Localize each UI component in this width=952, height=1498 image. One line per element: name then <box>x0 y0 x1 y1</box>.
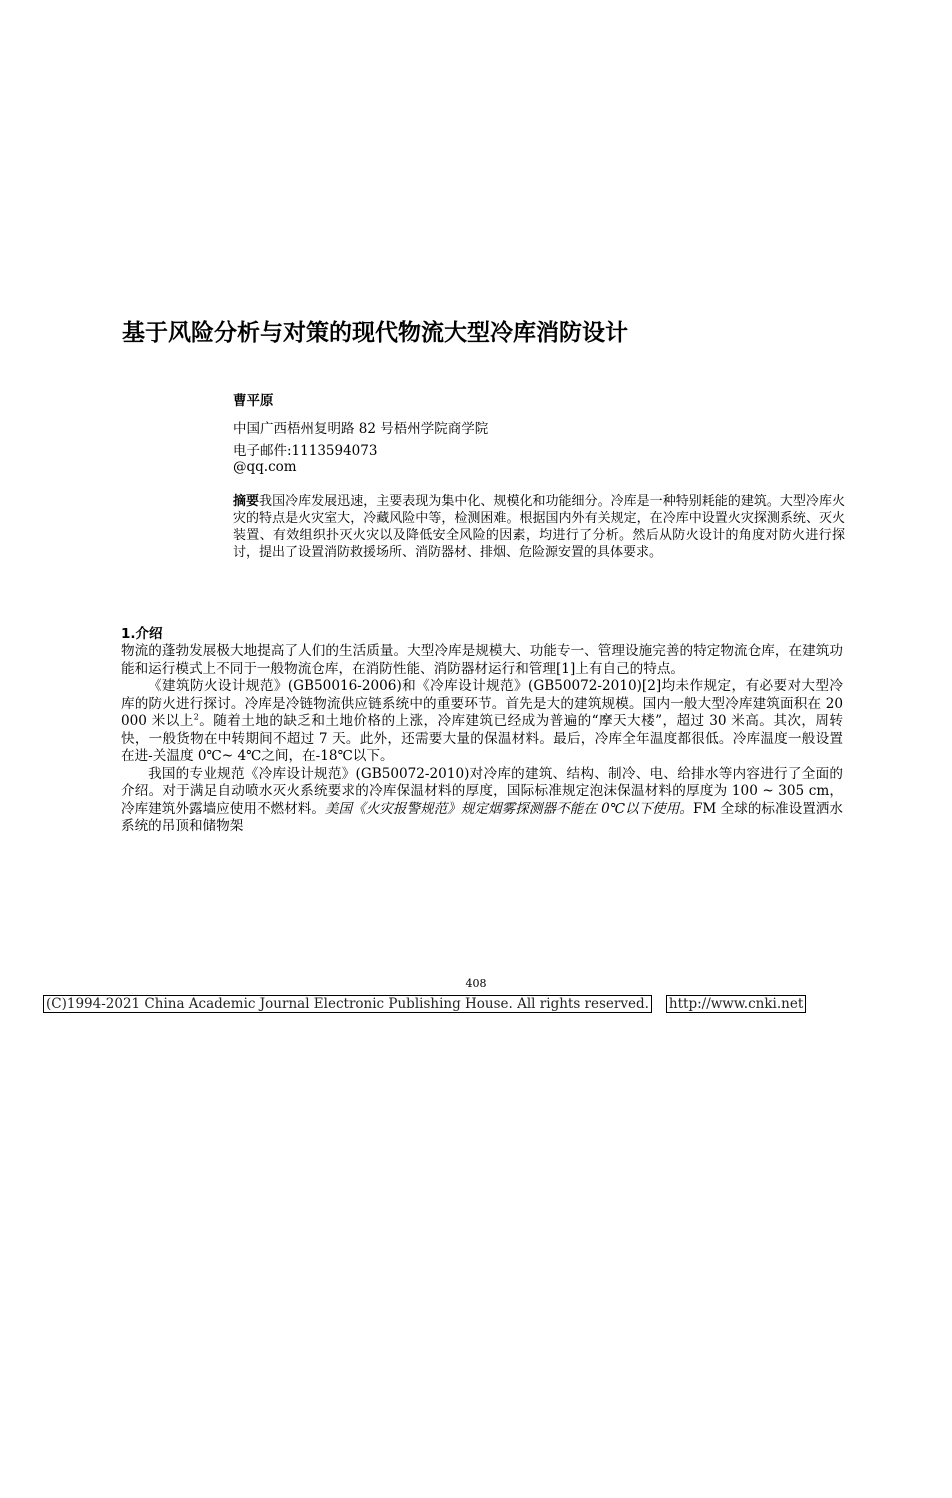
paragraph-2 <box>121 678 843 766</box>
paragraph-3-italic: 美国《火灾报警规范》规定烟雾探测器不能在 0℃以下使用。 <box>324 800 693 817</box>
section-heading-introduction: 1.介绍 <box>121 626 163 642</box>
page-number: 408 <box>465 977 487 990</box>
abstract-label: 摘要 <box>233 494 260 509</box>
author-affiliation <box>233 421 833 475</box>
abstract <box>233 493 845 561</box>
paragraph-3 <box>121 766 843 836</box>
copyright-notice: (C)1994-2021 China Academic Journal Electronic Publishing House. All rights reserved. <box>43 995 652 1013</box>
cnki-link[interactable]: http://www.cnki.net <box>666 995 806 1013</box>
affiliation-address: 中国广西梧州复明路 82 号梧州学院商学院 <box>233 421 489 437</box>
paper-title: 基于风险分析与对策的现代物流大型冷库消防设计 <box>122 320 628 346</box>
copyright-footer <box>43 995 806 1013</box>
paragraph-3-part-a: 我国的专业规范《冷库设计规范》(GB50072-2010)对冷库的建筑、结构、制冷、电、给排水等内容进行了全面的介绍。对于满足自动喷水灭火系统要求的冷库保温材料的厚度，国际标准规定泡沫保温材料的厚度为 100 ~ 305 cm，冷库建筑外露墙应使用不燃材料。 <box>121 765 843 817</box>
author-name: 曹平原 <box>233 393 274 409</box>
paragraph-3-part-b: FM 全球的标准设置洒水系统的吊顶和储物架 <box>121 800 843 834</box>
affiliation-email: 电子邮件:1113594073 <box>233 443 378 459</box>
abstract-text: 我国冷库发展迅速，主要表现为集中化、规模化和功能细分。冷库是一种特别耗能的建筑。大型冷库火灾的特点是火灾室大，冷藏风险中等，检测困难。根据国内外有关规定，在冷库中设置火灾探测系统、灭火装置、有效组织扑灭火灾以及降低安全风险的因素，均进行了分析。然后从防火设计的角度对防火进行探讨，提出了设置消防救援场所、消防器材、排烟、危险源安置的具体要求。 <box>233 494 845 560</box>
affiliation-email-domain: @qq.com <box>233 459 297 475</box>
paragraph-1: 物流的蓬勃发展极大地提高了人们的生活质量。大型冷库是规模大、功能专一、管理设施完善的特定物流仓库，在建筑功能和运行模式上不同于一般物流仓库，在消防性能、消防器材运行和管理[1]上有自己的特点。 <box>121 643 843 677</box>
footnote-ref: 2 <box>193 712 199 722</box>
paragraph-2-part-b: 。随着土地的缺乏和土地价格的上涨，冷库建筑已经成为普遍的“摩天大楼”，超过 30 米高。其次，周转快，一般货物在中转期间不超过 7 天。此外，还需要大量的保温材料。最后，冷库全年温度都很低。冷库温度一般设置在进-关温度 0℃~ 4℃之间，在-18℃以下。 <box>121 713 843 764</box>
paragraph-2-part-a: 《建筑防火设计规范》(GB50016-2006)和《冷库设计规范》(GB50072-2010)[2]均未作规定，有必要对大型冷库的防火进行探讨。冷库是冷链物流供应链系统中的重要环节。首先是大的建筑规模。国内一般大型冷库建筑面积在 20000 米以上 <box>121 678 843 729</box>
section-body <box>121 643 843 836</box>
